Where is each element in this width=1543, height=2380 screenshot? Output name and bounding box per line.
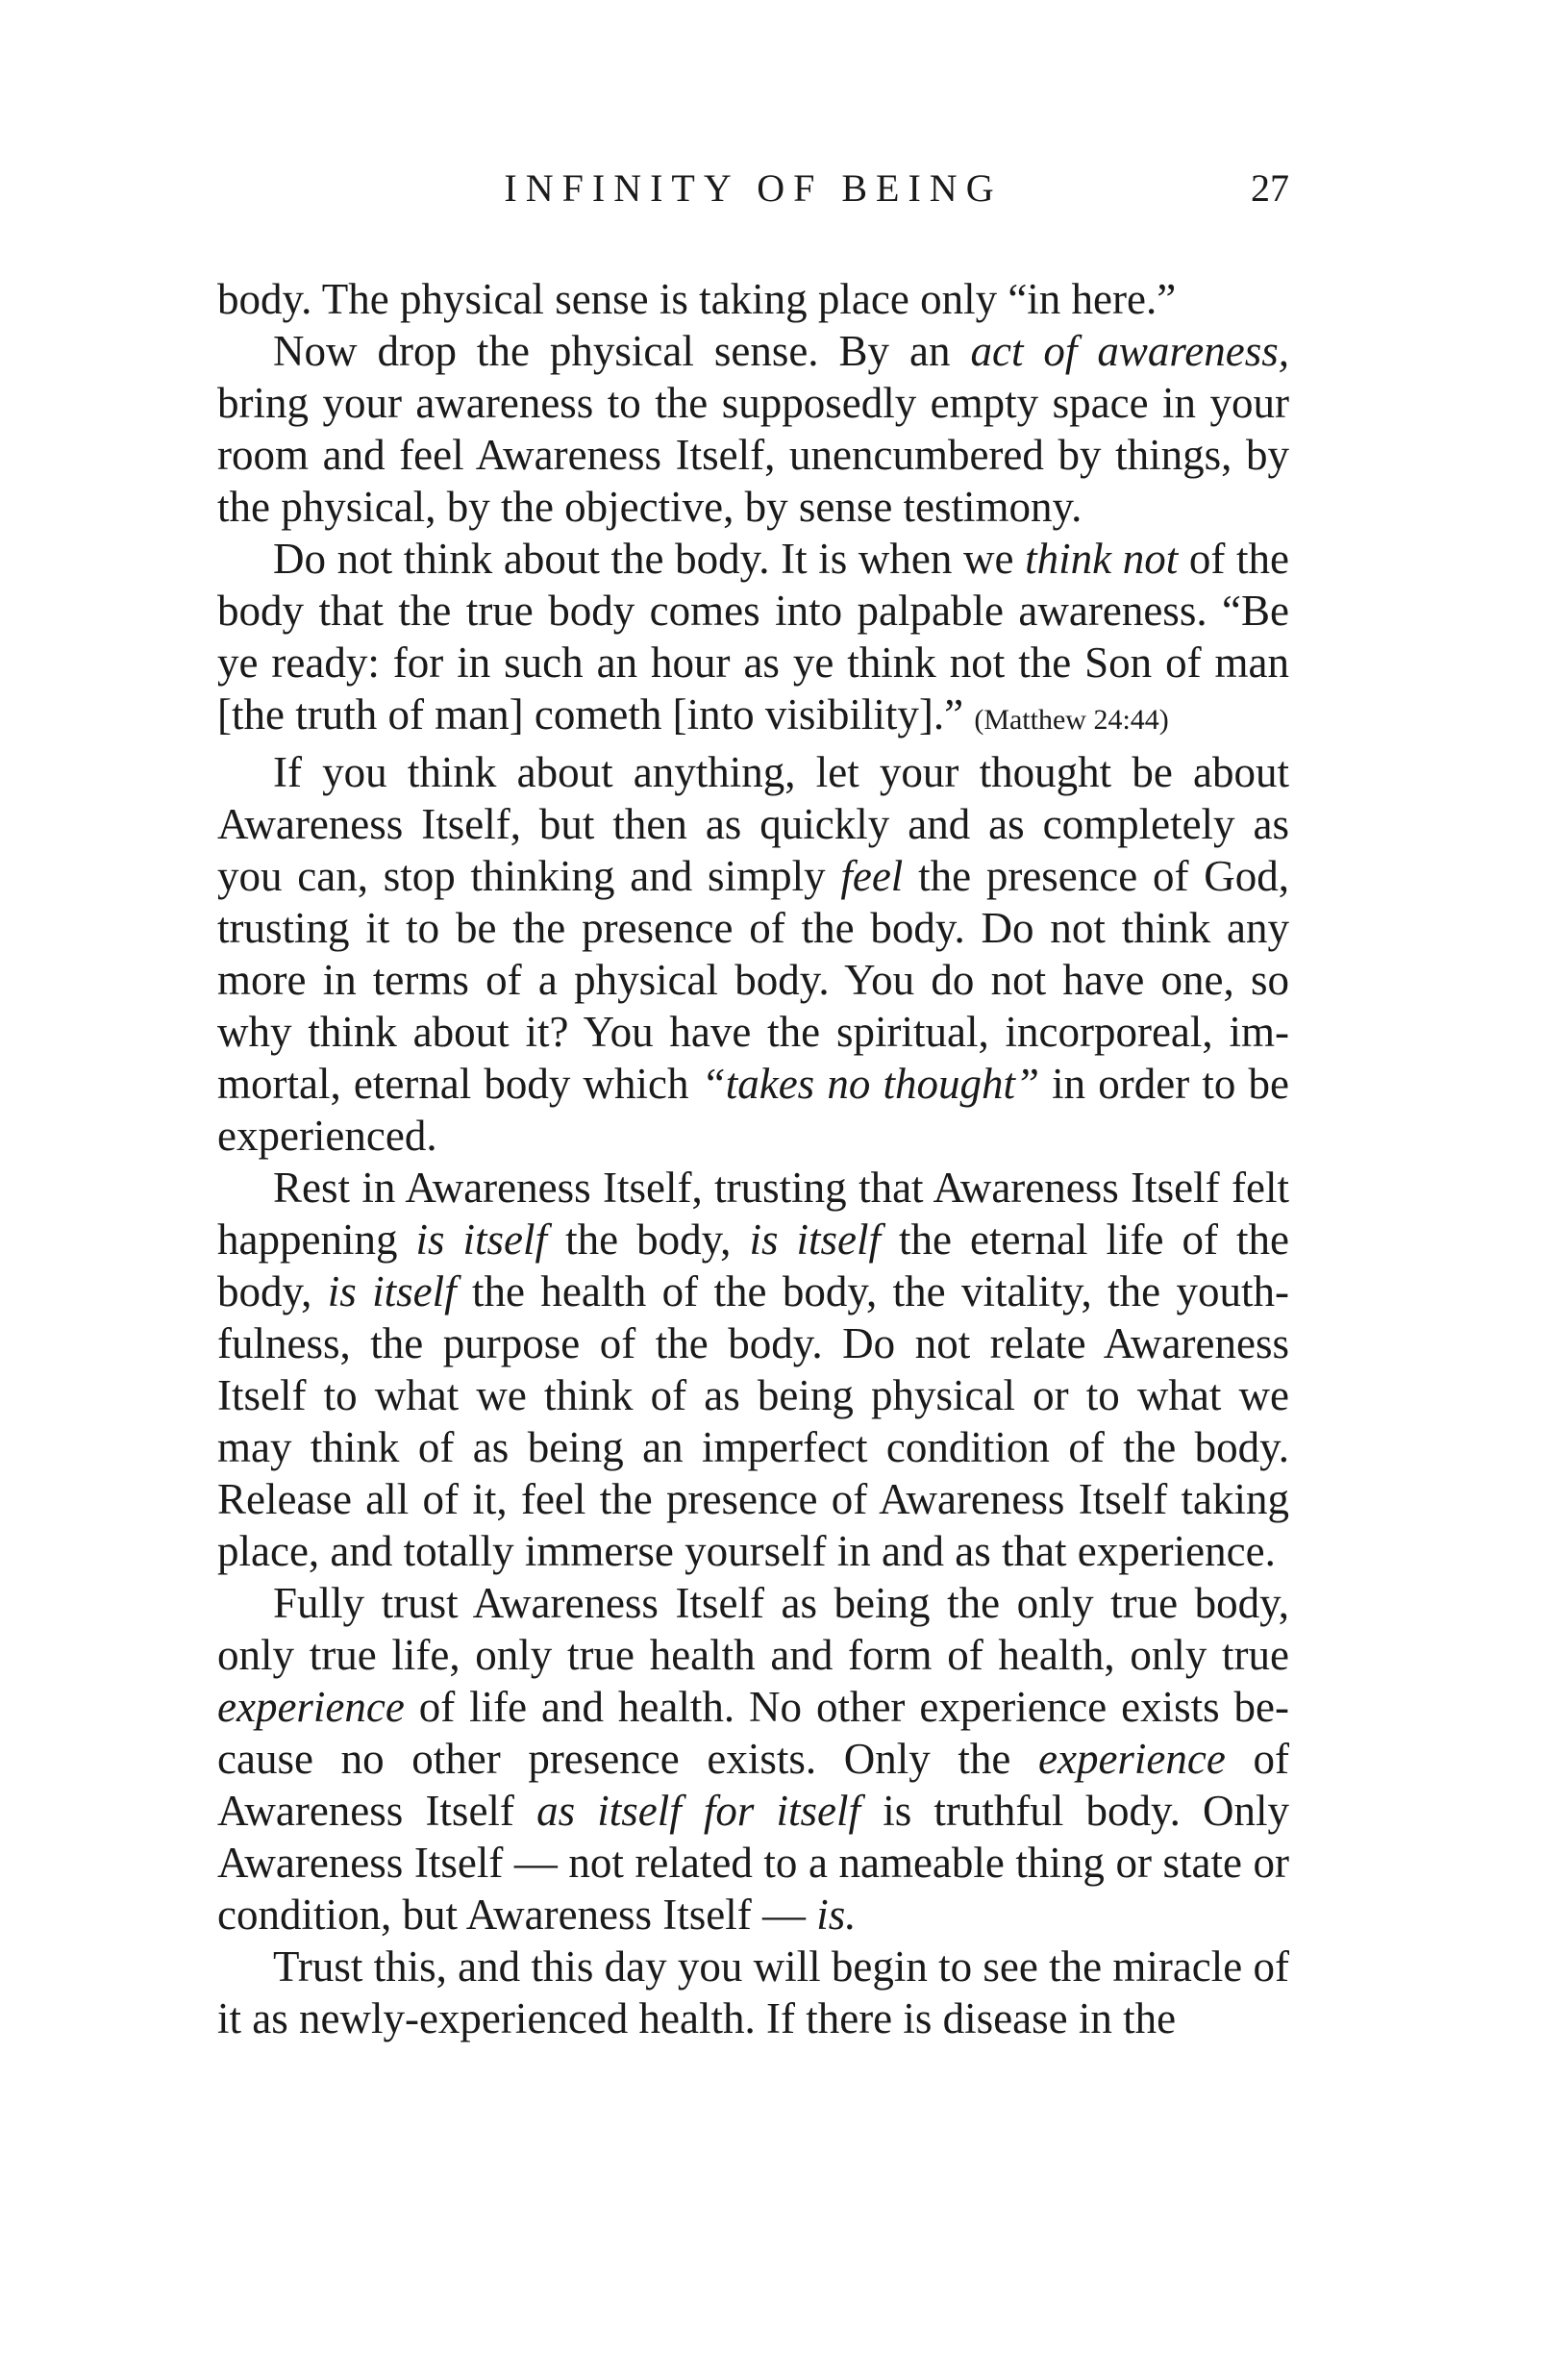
text-run: Trust this, and this day you will begin to see the miracle of it as newly-experienced health. If there is disease in the [217, 1942, 1289, 2042]
scripture-citation: (Matthew 24:44) [974, 704, 1169, 736]
emphasis-text: is itself [415, 1215, 548, 1264]
paragraph [217, 273, 1289, 325]
text-run: Do not think about the body. It is when we [273, 535, 1026, 583]
text-run: of Awareness Itself [217, 1735, 1289, 1835]
paragraph [217, 325, 1289, 533]
text-run: Now drop the physical sense. By an [273, 327, 971, 375]
text-run: in order to be experienced. [217, 1060, 1289, 1160]
text-run: the presence of God, trusting it to be the presence of the body. Do not think any more in terms of a physical body. You do not have one, so why think about it? You have the spiritual, incorporeal, immortal, eternal body which [217, 852, 1289, 1108]
paragraph [217, 746, 1289, 1162]
text-run: Fully trust Awareness Itself as being the only true body, only true life, only true health and form of health, only true [217, 1579, 1289, 1679]
paragraph [217, 1941, 1289, 2044]
text-run: the eternal life of the body, [217, 1215, 1289, 1315]
emphasis-text: is. [816, 1891, 857, 1939]
emphasis-text: think not [1025, 535, 1179, 583]
emphasis-text: experience [1038, 1735, 1226, 1783]
emphasis-text: as itself for itself [536, 1787, 861, 1835]
text-run: If you think about anything, let your thought be about Awareness Itself, but then as quickly and as completely as you can, stop thinking and simply [217, 748, 1289, 900]
page-number: 27 [1251, 166, 1289, 210]
emphasis-text: is itself [749, 1215, 881, 1264]
text-run: the health of the body, the vitality, the youthfulness, the purpose of the body. Do not relate Awareness Itself to what we think of as being physical or to what we may think of as being an imperfect condition of the body. Release all of it, feel the presence of Awareness Itself taking place, and totally immerse yourself in and as that experience. [217, 1267, 1290, 1575]
running-head [217, 162, 1289, 215]
text-run: of life and health. No other experience exists because no other presence exists. Only the [217, 1683, 1289, 1783]
text-run: body. The physical sense is taking place only “in here.” [217, 275, 1177, 323]
paragraph [217, 533, 1289, 746]
text-run: is truthful body. Only Awareness Itself — not related to a nameable thing or state or condition, but Awareness Itself — [217, 1787, 1289, 1939]
emphasis-text: act of awareness, [970, 327, 1289, 375]
text-run: the body, [547, 1215, 750, 1264]
text-run: bring your awareness to the supposedly empty space in your room and feel Awareness Itself, unencumbered by things, by the physical, by the objective, by sense testimony. [217, 379, 1289, 531]
emphasis-text: experience [217, 1683, 405, 1731]
paragraph [217, 1577, 1289, 1941]
emphasis-text: is itself [327, 1267, 457, 1315]
emphasis-text: “takes no thought” [701, 1060, 1039, 1108]
emphasis-text: feel [840, 852, 904, 900]
paragraph [217, 1162, 1289, 1577]
running-title: INFINITY OF BEING [504, 166, 1003, 210]
text-run: of the body that the true body comes into palpable awareness. “Be ye ready: for in such an hour as ye think not the Son of man [the truth of man] cometh [into visibility].” [217, 535, 1289, 739]
body-text [217, 273, 1289, 2044]
text-run: Rest in Awareness Itself, trusting that Awareness Itself felt happening [217, 1164, 1289, 1264]
